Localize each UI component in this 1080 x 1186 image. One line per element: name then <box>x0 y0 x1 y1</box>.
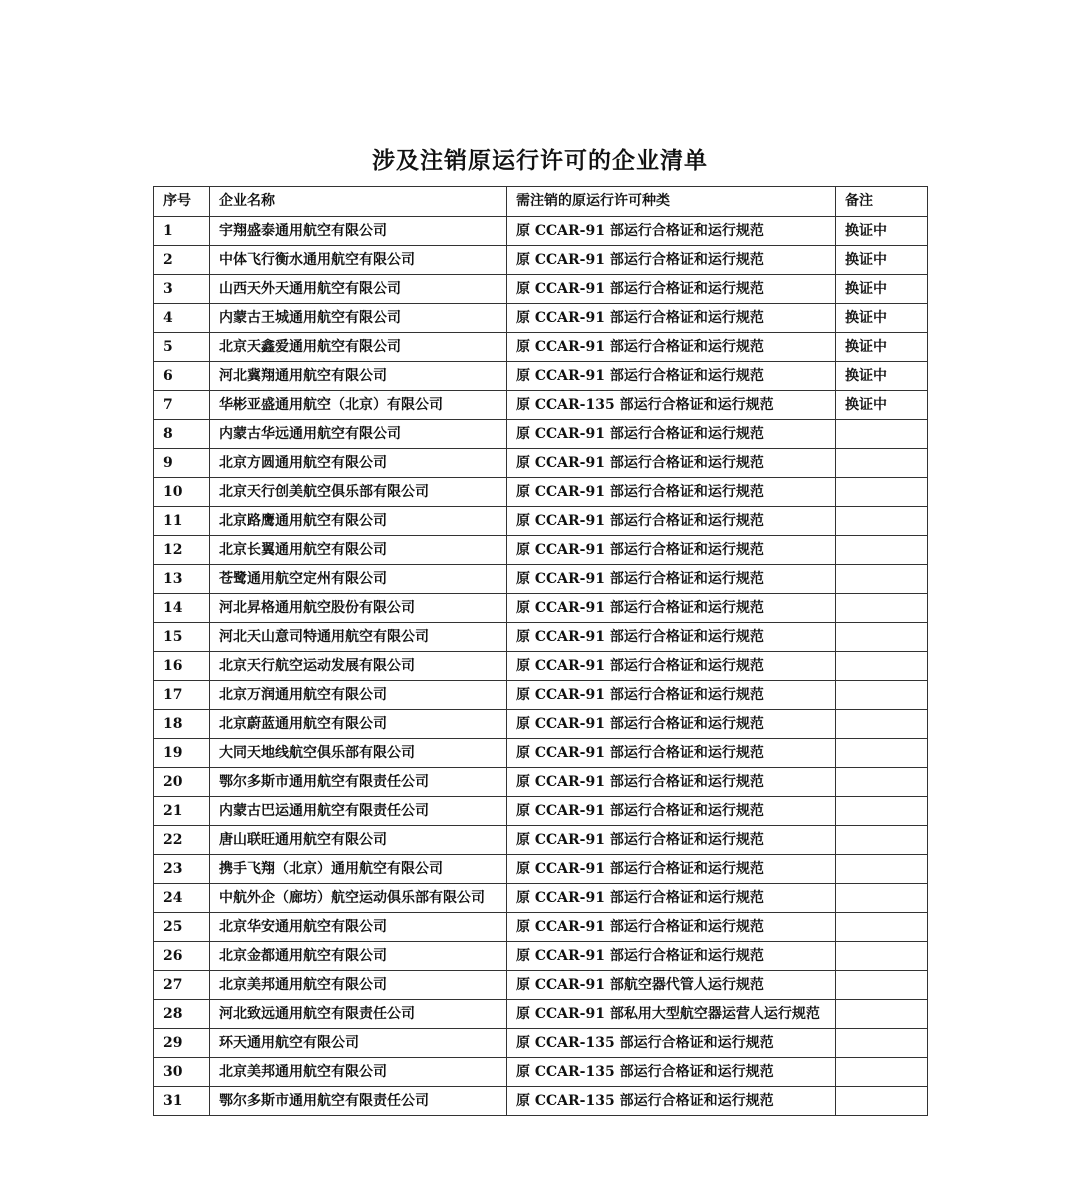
row-index: 4 <box>154 304 210 333</box>
license-type: 原 CCAR-91 部运行合格证和运行规范 <box>507 884 836 913</box>
page-title: 涉及注销原运行许可的企业清单 <box>372 147 708 174</box>
remark <box>836 536 928 565</box>
remark <box>836 594 928 623</box>
remark <box>836 652 928 681</box>
company-name: 华彬亚盛通用航空（北京）有限公司 <box>210 391 507 420</box>
company-name: 内蒙古巴运通用航空有限责任公司 <box>210 797 507 826</box>
table-row <box>154 275 928 304</box>
company-name: 中体飞行衡水通用航空有限公司 <box>210 246 507 275</box>
table-body <box>154 217 928 1116</box>
company-name: 北京美邦通用航空有限公司 <box>210 1058 507 1087</box>
remark <box>836 942 928 971</box>
remark <box>836 449 928 478</box>
company-name: 北京天鑫爱通用航空有限公司 <box>210 333 507 362</box>
company-name: 河北昇格通用航空股份有限公司 <box>210 594 507 623</box>
license-type: 原 CCAR-91 部航空器代管人运行规范 <box>507 971 836 1000</box>
license-type: 原 CCAR-91 部运行合格证和运行规范 <box>507 768 836 797</box>
company-license-table <box>153 186 928 1116</box>
remark <box>836 1087 928 1116</box>
row-index: 6 <box>154 362 210 391</box>
table-row <box>154 768 928 797</box>
table-row <box>154 449 928 478</box>
header-index: 序号 <box>154 187 210 217</box>
license-type: 原 CCAR-91 部运行合格证和运行规范 <box>507 942 836 971</box>
table-row <box>154 217 928 246</box>
remark <box>836 855 928 884</box>
table-row <box>154 681 928 710</box>
license-type: 原 CCAR-91 部运行合格证和运行规范 <box>507 536 836 565</box>
remark <box>836 797 928 826</box>
remark <box>836 478 928 507</box>
license-type: 原 CCAR-91 部运行合格证和运行规范 <box>507 594 836 623</box>
table-row <box>154 971 928 1000</box>
license-type: 原 CCAR-91 部运行合格证和运行规范 <box>507 217 836 246</box>
row-index: 13 <box>154 565 210 594</box>
header-license-type: 需注销的原运行许可种类 <box>507 187 836 217</box>
row-index: 18 <box>154 710 210 739</box>
header-company-name: 企业名称 <box>210 187 507 217</box>
company-name: 北京蔚蓝通用航空有限公司 <box>210 710 507 739</box>
row-index: 17 <box>154 681 210 710</box>
remark <box>836 768 928 797</box>
row-index: 31 <box>154 1087 210 1116</box>
remark <box>836 420 928 449</box>
license-type: 原 CCAR-91 部运行合格证和运行规范 <box>507 681 836 710</box>
remark <box>836 739 928 768</box>
header-remark: 备注 <box>836 187 928 217</box>
license-type: 原 CCAR-91 部运行合格证和运行规范 <box>507 855 836 884</box>
table-row <box>154 391 928 420</box>
row-index: 2 <box>154 246 210 275</box>
company-name: 北京天行航空运动发展有限公司 <box>210 652 507 681</box>
remark <box>836 1000 928 1029</box>
table-row <box>154 565 928 594</box>
row-index: 1 <box>154 217 210 246</box>
row-index: 21 <box>154 797 210 826</box>
remark: 换证中 <box>836 275 928 304</box>
table-header-row <box>154 187 928 217</box>
remark: 换证中 <box>836 391 928 420</box>
company-name: 北京华安通用航空有限公司 <box>210 913 507 942</box>
table-row <box>154 710 928 739</box>
license-type: 原 CCAR-91 部运行合格证和运行规范 <box>507 623 836 652</box>
table-row <box>154 855 928 884</box>
company-name: 大同天地线航空俱乐部有限公司 <box>210 739 507 768</box>
row-index: 19 <box>154 739 210 768</box>
company-name: 鄂尔多斯市通用航空有限责任公司 <box>210 1087 507 1116</box>
table-row <box>154 623 928 652</box>
company-name: 北京天行创美航空俱乐部有限公司 <box>210 478 507 507</box>
table-row <box>154 913 928 942</box>
row-index: 20 <box>154 768 210 797</box>
license-type: 原 CCAR-91 部私用大型航空器运营人运行规范 <box>507 1000 836 1029</box>
table-row <box>154 1029 928 1058</box>
license-type: 原 CCAR-91 部运行合格证和运行规范 <box>507 507 836 536</box>
table-row <box>154 1000 928 1029</box>
company-name: 内蒙古华远通用航空有限公司 <box>210 420 507 449</box>
company-name: 河北冀翔通用航空有限公司 <box>210 362 507 391</box>
company-name: 环天通用航空有限公司 <box>210 1029 507 1058</box>
license-type: 原 CCAR-91 部运行合格证和运行规范 <box>507 826 836 855</box>
table-row <box>154 507 928 536</box>
license-type: 原 CCAR-91 部运行合格证和运行规范 <box>507 797 836 826</box>
row-index: 10 <box>154 478 210 507</box>
license-type: 原 CCAR-91 部运行合格证和运行规范 <box>507 710 836 739</box>
row-index: 22 <box>154 826 210 855</box>
table-row <box>154 1087 928 1116</box>
license-type: 原 CCAR-91 部运行合格证和运行规范 <box>507 304 836 333</box>
remark <box>836 623 928 652</box>
remark: 换证中 <box>836 246 928 275</box>
row-index: 27 <box>154 971 210 1000</box>
remark <box>836 1029 928 1058</box>
license-type: 原 CCAR-91 部运行合格证和运行规范 <box>507 565 836 594</box>
remark <box>836 971 928 1000</box>
table-row <box>154 942 928 971</box>
company-name: 内蒙古王城通用航空有限公司 <box>210 304 507 333</box>
remark: 换证中 <box>836 217 928 246</box>
license-type: 原 CCAR-135 部运行合格证和运行规范 <box>507 391 836 420</box>
remark <box>836 710 928 739</box>
row-index: 14 <box>154 594 210 623</box>
table-row <box>154 826 928 855</box>
row-index: 8 <box>154 420 210 449</box>
table-row <box>154 652 928 681</box>
license-type: 原 CCAR-91 部运行合格证和运行规范 <box>507 652 836 681</box>
company-name: 北京万润通用航空有限公司 <box>210 681 507 710</box>
company-name: 携手飞翔（北京）通用航空有限公司 <box>210 855 507 884</box>
row-index: 5 <box>154 333 210 362</box>
row-index: 11 <box>154 507 210 536</box>
company-name: 鄂尔多斯市通用航空有限责任公司 <box>210 768 507 797</box>
row-index: 15 <box>154 623 210 652</box>
table-row <box>154 478 928 507</box>
row-index: 29 <box>154 1029 210 1058</box>
row-index: 30 <box>154 1058 210 1087</box>
company-name: 宇翔盛泰通用航空有限公司 <box>210 217 507 246</box>
row-index: 12 <box>154 536 210 565</box>
company-name: 北京长翼通用航空有限公司 <box>210 536 507 565</box>
row-index: 3 <box>154 275 210 304</box>
company-name: 中航外企（廊坊）航空运动俱乐部有限公司 <box>210 884 507 913</box>
row-index: 26 <box>154 942 210 971</box>
remark <box>836 507 928 536</box>
table-row <box>154 304 928 333</box>
company-name: 河北天山意司特通用航空有限公司 <box>210 623 507 652</box>
license-type: 原 CCAR-91 部运行合格证和运行规范 <box>507 420 836 449</box>
company-name: 唐山联旺通用航空有限公司 <box>210 826 507 855</box>
table-row <box>154 797 928 826</box>
remark <box>836 1058 928 1087</box>
table-row <box>154 362 928 391</box>
remark: 换证中 <box>836 362 928 391</box>
remark <box>836 681 928 710</box>
table-row <box>154 333 928 362</box>
row-index: 24 <box>154 884 210 913</box>
license-type: 原 CCAR-135 部运行合格证和运行规范 <box>507 1058 836 1087</box>
license-type: 原 CCAR-91 部运行合格证和运行规范 <box>507 478 836 507</box>
table-row <box>154 739 928 768</box>
license-type: 原 CCAR-91 部运行合格证和运行规范 <box>507 275 836 304</box>
table-row <box>154 420 928 449</box>
table-row <box>154 594 928 623</box>
license-type: 原 CCAR-91 部运行合格证和运行规范 <box>507 449 836 478</box>
row-index: 9 <box>154 449 210 478</box>
license-type: 原 CCAR-135 部运行合格证和运行规范 <box>507 1029 836 1058</box>
row-index: 28 <box>154 1000 210 1029</box>
company-name: 北京金都通用航空有限公司 <box>210 942 507 971</box>
company-name: 北京美邦通用航空有限公司 <box>210 971 507 1000</box>
table-row <box>154 1058 928 1087</box>
company-name: 北京方圆通用航空有限公司 <box>210 449 507 478</box>
row-index: 23 <box>154 855 210 884</box>
remark <box>836 884 928 913</box>
license-type: 原 CCAR-91 部运行合格证和运行规范 <box>507 913 836 942</box>
license-type: 原 CCAR-91 部运行合格证和运行规范 <box>507 333 836 362</box>
company-name: 河北致远通用航空有限责任公司 <box>210 1000 507 1029</box>
company-name: 北京路鹰通用航空有限公司 <box>210 507 507 536</box>
remark: 换证中 <box>836 304 928 333</box>
row-index: 25 <box>154 913 210 942</box>
license-type: 原 CCAR-135 部运行合格证和运行规范 <box>507 1087 836 1116</box>
remark <box>836 565 928 594</box>
company-name: 苍鹭通用航空定州有限公司 <box>210 565 507 594</box>
remark: 换证中 <box>836 333 928 362</box>
row-index: 16 <box>154 652 210 681</box>
license-type: 原 CCAR-91 部运行合格证和运行规范 <box>507 362 836 391</box>
remark <box>836 826 928 855</box>
table-row <box>154 246 928 275</box>
table-row <box>154 536 928 565</box>
company-name: 山西天外天通用航空有限公司 <box>210 275 507 304</box>
license-type: 原 CCAR-91 部运行合格证和运行规范 <box>507 246 836 275</box>
license-type: 原 CCAR-91 部运行合格证和运行规范 <box>507 739 836 768</box>
row-index: 7 <box>154 391 210 420</box>
remark <box>836 913 928 942</box>
table-row <box>154 884 928 913</box>
